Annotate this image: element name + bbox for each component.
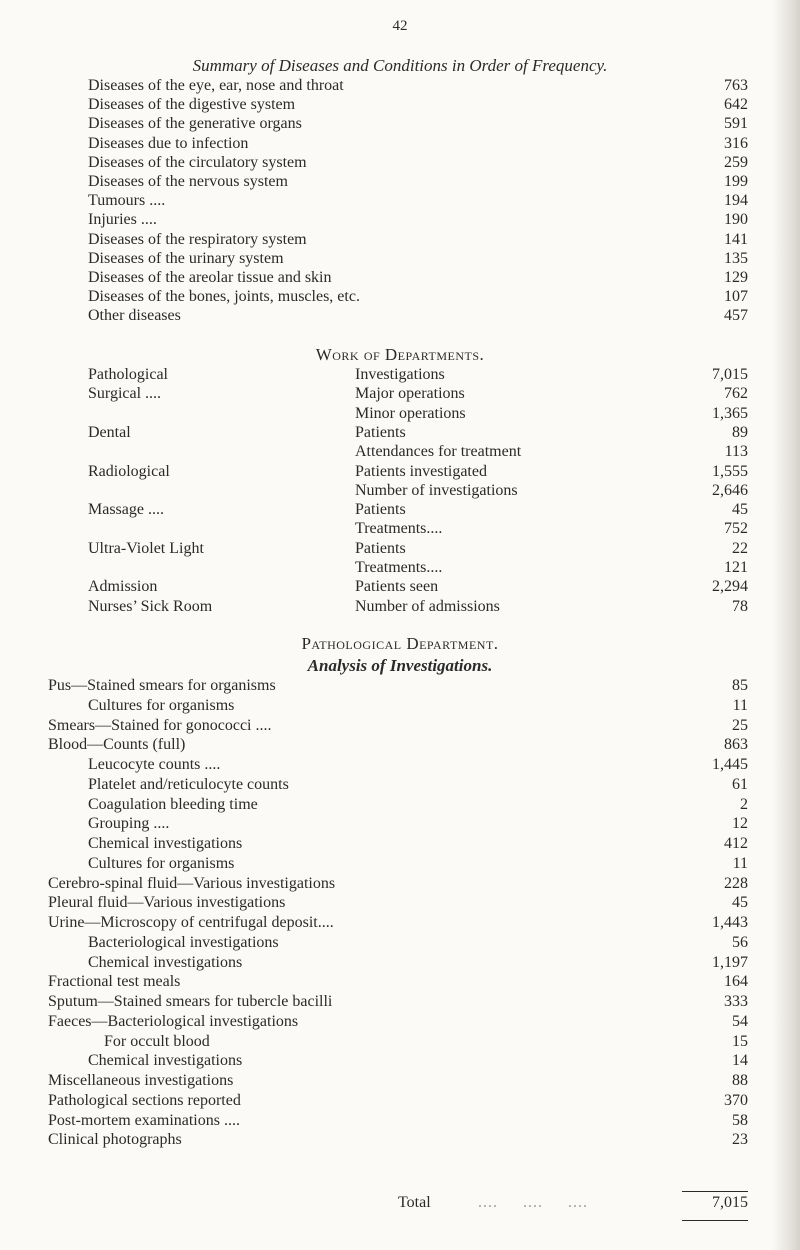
investigation-row (0, 716, 800, 736)
investigation-label: Pathological sections reported (48, 1091, 241, 1109)
disease-label: Diseases of the eye, ear, nose and throat (88, 77, 344, 94)
department-value: 2,646 (712, 481, 748, 499)
investigation-label: Miscellaneous investigations (48, 1072, 234, 1089)
disease-count: 129 (724, 269, 748, 286)
department-item: Number of investigations (355, 481, 518, 499)
investigation-row (0, 953, 800, 973)
investigation-count: 228 (724, 874, 748, 892)
investigation-row (0, 755, 800, 775)
investigation-row (0, 735, 800, 755)
department-value: 45 (732, 501, 748, 519)
summary-row (0, 76, 800, 96)
investigation-label: Leucocyte counts .... (88, 756, 221, 773)
summary-row (0, 230, 800, 250)
department-value: 762 (724, 385, 748, 403)
investigation-label: Grouping .... (88, 815, 170, 833)
investigation-row (0, 1091, 800, 1111)
investigation-label: Urine—Microscopy of centrifugal deposit.... (48, 914, 334, 931)
investigation-row (0, 1012, 800, 1032)
investigation-count: 56 (732, 933, 748, 951)
investigation-row (0, 1071, 800, 1091)
department-row (0, 423, 800, 443)
department-name: Dental (88, 423, 131, 441)
department-item: Investigations (355, 366, 445, 383)
investigation-label: Chemical investigations (88, 835, 243, 852)
investigation-label: Fractional test meals (48, 973, 181, 991)
investigation-label: Cultures for organisms (88, 854, 235, 872)
investigation-row (0, 913, 800, 933)
disease-label: Diseases of the areolar tissue and skin (88, 269, 332, 286)
department-row (0, 500, 800, 520)
investigation-count: 45 (732, 894, 748, 912)
department-row (0, 597, 800, 617)
investigation-count: 1,197 (712, 953, 748, 971)
departments-title: Work of Departments. (315, 345, 485, 364)
investigation-row (0, 972, 800, 992)
department-value: 22 (732, 539, 748, 557)
total-rule-bottom (682, 1220, 748, 1221)
investigation-count: 85 (732, 677, 748, 694)
department-item: Patients seen (355, 578, 439, 596)
department-row (0, 519, 800, 539)
investigation-row (0, 1111, 800, 1131)
page-number: 42 (392, 18, 408, 34)
department-name: Massage .... (88, 501, 164, 519)
investigation-label: Pleural fluid—Various investigations (48, 894, 286, 912)
investigation-label: Chemical investigations (88, 953, 243, 971)
investigation-count: 15 (732, 1032, 748, 1050)
total-label: Total (398, 1194, 431, 1211)
disease-count: 194 (724, 192, 748, 210)
department-value: 121 (724, 559, 748, 576)
department-row (0, 442, 800, 462)
investigation-count: 25 (732, 716, 748, 734)
department-value: 2,294 (712, 578, 748, 596)
department-name: Nurses’ Sick Room (88, 597, 213, 615)
leader-dots: .... .... .... (478, 1194, 588, 1211)
department-item: Number of admissions (355, 597, 500, 615)
summary-row (0, 191, 800, 211)
disease-label: Diseases of the circulatory system (88, 153, 307, 171)
investigation-count: 14 (732, 1052, 748, 1070)
disease-count: 591 (724, 115, 748, 133)
investigation-label: For occult blood (104, 1032, 210, 1050)
disease-count: 316 (724, 134, 748, 152)
disease-count: 141 (724, 230, 748, 248)
summary-row (0, 114, 800, 134)
department-value: 89 (732, 423, 748, 441)
department-value: 78 (732, 597, 748, 615)
department-name: Pathological (88, 366, 168, 383)
department-item: Patients investigated (355, 462, 487, 480)
department-name: Surgical .... (88, 385, 162, 403)
investigation-label: Chemical investigations (88, 1052, 243, 1070)
department-row (0, 384, 800, 404)
disease-count: 199 (724, 173, 748, 190)
department-value: 1,365 (712, 404, 748, 422)
investigation-row (0, 1130, 800, 1150)
investigation-label: Cultures for organisms (88, 696, 235, 714)
department-item: Treatments.... (355, 520, 443, 538)
investigation-row (0, 814, 800, 834)
investigation-row (0, 676, 800, 696)
department-name: Ultra-Violet Light (88, 539, 204, 557)
department-item: Patients (355, 539, 406, 557)
department-item: Minor operations (355, 404, 466, 422)
summary-row (0, 306, 800, 326)
investigation-label: Sputum—Stained smears for tubercle bacilli (48, 993, 333, 1010)
investigation-label: Platelet and/reticulocyte counts (88, 775, 289, 793)
department-item: Attendances for treatment (355, 443, 522, 461)
disease-label: Injuries .... (88, 211, 157, 229)
investigation-count: 412 (724, 835, 748, 852)
department-row (0, 481, 800, 501)
investigation-row (0, 775, 800, 795)
department-row (0, 365, 800, 385)
investigation-count: 1,445 (712, 756, 748, 773)
disease-label: Diseases of the bones, joints, muscles, etc. (88, 288, 360, 306)
investigation-count: 54 (732, 1012, 748, 1030)
investigation-count: 370 (724, 1091, 748, 1109)
disease-count: 135 (724, 249, 748, 267)
disease-count: 107 (724, 288, 748, 306)
investigation-count: 2 (740, 795, 748, 813)
department-row (0, 558, 800, 578)
disease-count: 763 (724, 77, 748, 94)
investigation-label: Blood—Counts (full) (48, 736, 186, 754)
pathological-subtitle: Analysis of Investigations. (307, 656, 493, 675)
investigation-count: 863 (724, 736, 748, 754)
disease-label: Other diseases (88, 307, 181, 325)
investigation-label: Coagulation bleeding time (88, 795, 258, 813)
investigation-count: 11 (732, 854, 748, 872)
investigation-row (0, 933, 800, 953)
department-item: Patients (355, 423, 406, 441)
investigation-label: Faeces—Bacteriological investigations (48, 1012, 299, 1030)
investigation-label: Cerebro-spinal fluid—Various investigations (48, 874, 336, 892)
summary-row (0, 268, 800, 288)
disease-label: Diseases of the urinary system (88, 249, 284, 267)
summary-title: Summary of Diseases and Conditions in Order of Frequency. (192, 56, 608, 75)
investigation-count: 164 (724, 973, 748, 991)
disease-label: Diseases of the respiratory system (88, 230, 307, 248)
summary-row (0, 287, 800, 307)
department-row (0, 462, 800, 482)
summary-row (0, 153, 800, 173)
investigation-row (0, 992, 800, 1012)
department-row (0, 539, 800, 559)
investigation-count: 1,443 (712, 914, 748, 931)
investigation-label: Bacteriological investigations (88, 933, 279, 951)
total-rule-top (682, 1191, 748, 1192)
disease-count: 190 (724, 211, 748, 229)
department-item: Patients (355, 501, 406, 519)
disease-label: Diseases of the digestive system (88, 96, 296, 114)
total-value: 7,015 (712, 1194, 748, 1211)
investigation-label: Post-mortem examinations .... (48, 1111, 240, 1129)
investigation-label: Pus—Stained smears for organisms (48, 677, 276, 694)
investigation-count: 11 (732, 696, 748, 714)
department-item: Treatments.... (355, 559, 443, 576)
investigation-count: 12 (732, 815, 748, 833)
investigation-label: Clinical photographs (48, 1131, 182, 1149)
disease-label: Diseases of the generative organs (88, 115, 302, 133)
department-row (0, 577, 800, 597)
investigation-count: 333 (724, 993, 748, 1010)
department-value: 113 (724, 443, 748, 461)
department-value: 752 (724, 520, 748, 538)
investigation-count: 88 (732, 1072, 748, 1089)
investigation-label: Smears—Stained for gonococci .... (48, 716, 272, 734)
investigation-row (0, 834, 800, 854)
department-value: 1,555 (712, 462, 748, 480)
department-row (0, 404, 800, 424)
investigation-count: 58 (732, 1111, 748, 1129)
investigation-row (0, 893, 800, 913)
investigation-row (0, 1032, 800, 1052)
department-value: 7,015 (712, 366, 748, 383)
investigation-row (0, 1051, 800, 1071)
summary-row (0, 249, 800, 269)
summary-row (0, 95, 800, 115)
disease-count: 457 (724, 307, 748, 325)
total-row (0, 1193, 800, 1213)
department-name: Radiological (88, 462, 170, 480)
summary-row (0, 210, 800, 230)
disease-count: 259 (724, 153, 748, 171)
investigation-row (0, 854, 800, 874)
summary-row (0, 172, 800, 192)
investigation-count: 23 (732, 1131, 748, 1149)
summary-row (0, 134, 800, 154)
department-item: Major operations (355, 385, 465, 403)
investigation-row (0, 874, 800, 894)
disease-label: Tumours .... (88, 192, 166, 210)
department-name: Admission (88, 578, 158, 596)
pathological-title: Pathological Department. (301, 634, 499, 653)
disease-count: 642 (724, 96, 748, 114)
investigation-count: 61 (732, 775, 748, 793)
investigation-row (0, 795, 800, 815)
disease-label: Diseases due to infection (88, 134, 249, 152)
disease-label: Diseases of the nervous system (88, 173, 288, 190)
investigation-row (0, 696, 800, 716)
